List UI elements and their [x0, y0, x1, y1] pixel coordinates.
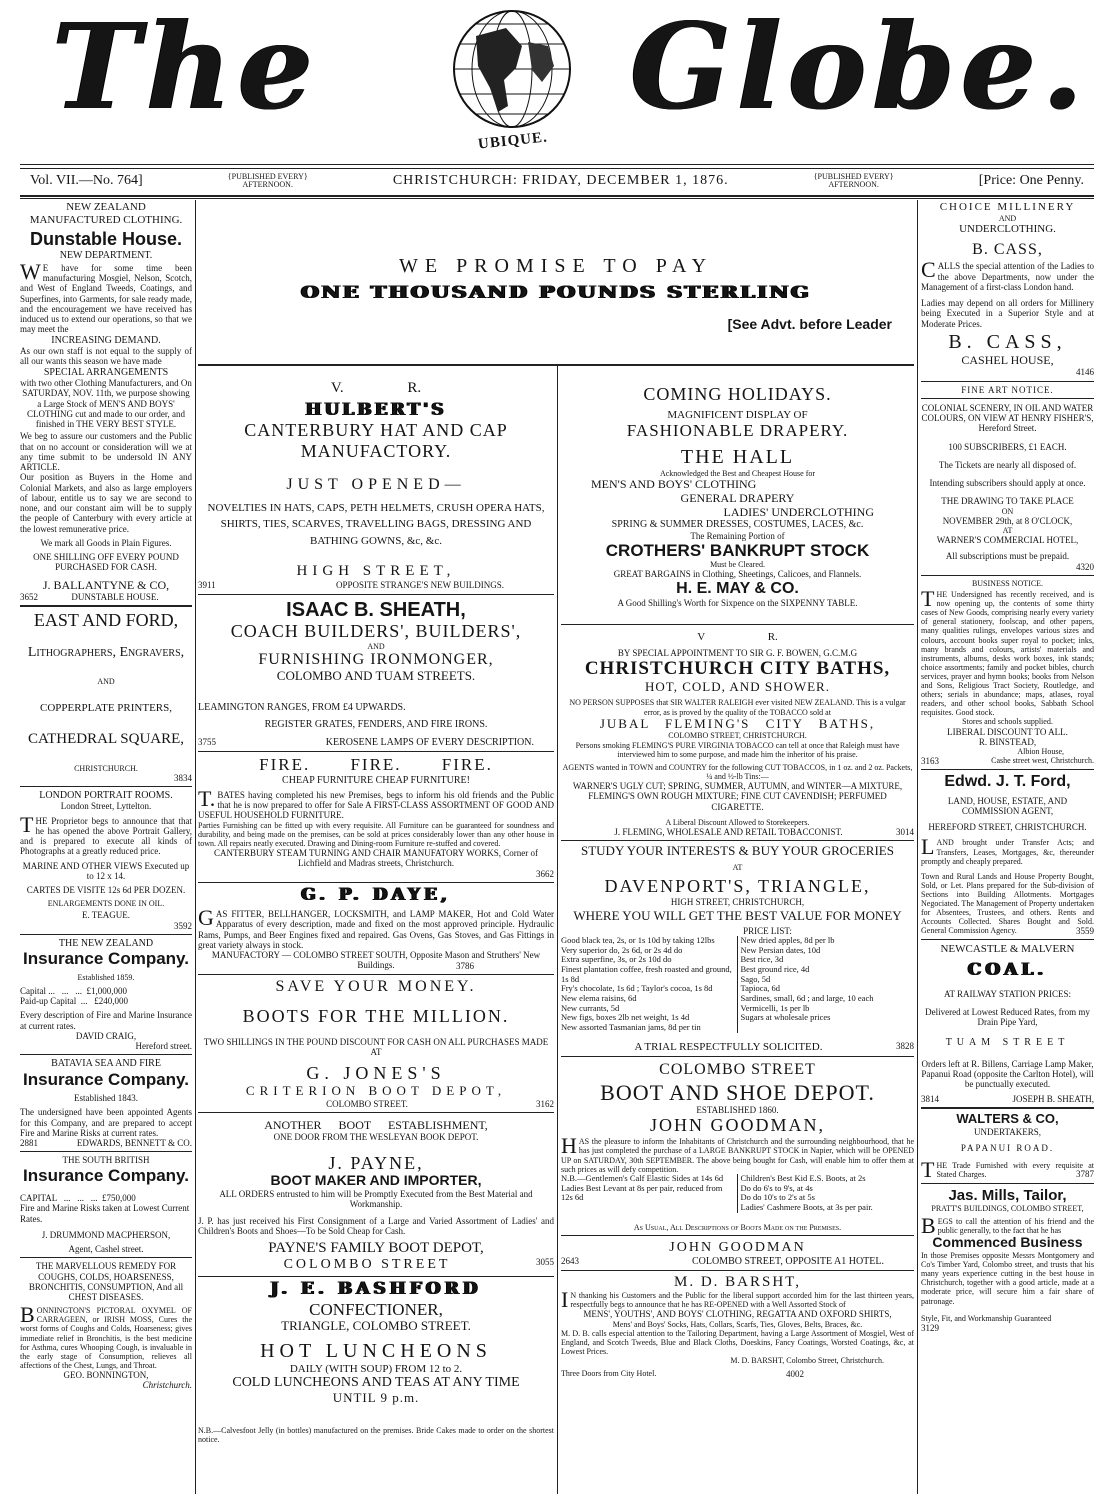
ad-body: WE have for some time been manufacturing Mosgiel, Nelson, Scotch, and West of England Tweeds, Coatings, and Superfines, into Garments, for sale ready made, and the encouragement we have received has induced us to extend our operations, so that we may meet the: [20, 258, 192, 335]
ad-body: THE Undersigned has recently received, and is now opening up, the contents of some thirty cases of New Goods, comprising nearly every variety of general stationery, foolscap, and other papers, many qualities rulings, envelopes various sizes and colours, account books super royal to pocket; inks, many brands and colours, artists' materials and instruments, albums, desks work boxes, ink stands; choice assortments; family and pocket bibles, church services, prayer and hymn books; books from Nelson and Sons, Religious Tract Society, Routledge, and others; serials in abundance; maps, atlases, royal readers, and other school books, Sabbath School requisites. Good stock.: [921, 585, 1094, 718]
ad-body: Established 1859.: [77, 972, 135, 982]
ad-heading: WALTERS & CO,: [956, 1110, 1059, 1126]
ad-number: 3163: [921, 756, 939, 767]
price-line: Good black tea, 2s, or 1s 10d by taking 12lbs: [561, 934, 715, 945]
price-line: Ladies Best Levant at 8s per pair, reduced from 12s 6d: [561, 1182, 723, 1203]
ad-number: 3814: [921, 1093, 939, 1104]
ad-heading: B. CASS,: [972, 241, 1043, 259]
ad-subheading: LAND, HOUSE, ESTATE, AND COMMISSION AGENT,: [947, 795, 1068, 816]
ad-body: Must be Cleared.: [710, 560, 765, 570]
ad-subheading: HIGH STREET,: [296, 563, 456, 580]
ad-number: 3911: [198, 580, 216, 591]
ad-subheading: A TRIAL RESPECTFULLY SOLICITED.: [634, 1040, 823, 1053]
ad-heading: G. JONES'S: [306, 1063, 446, 1084]
ad-body: ESTABLISHED 1860.: [696, 1104, 779, 1115]
ad-heading: STUDY YOUR INTERESTS & BUY YOUR GROCERIES: [581, 843, 894, 859]
price-line: N.B.—Gentlemen's Calf Elastic Sides at 14s 6d: [561, 1172, 724, 1183]
ad-heading: M. D. BARSHT,: [674, 1274, 801, 1291]
ad-body: As our own staff is not equal to the supply of all our wants this season we have made: [20, 346, 192, 367]
ad-body: Established 1843.: [74, 1093, 138, 1104]
ad-number: 3787: [1076, 1169, 1094, 1180]
price-line: New assorted Tasmanian jams, 8d per tin: [561, 1022, 701, 1033]
ad-body: NOVEMBER 29th, at 8 O'CLOCK,: [942, 515, 1073, 526]
ad-body: COLOMBO STREET, CHRISTCHURCH.: [668, 731, 807, 741]
ad-heading: Jas. Mills, Tailor,: [948, 1186, 1067, 1204]
ad-body: ENLARGEMENTS DONE IN OIL.: [47, 899, 165, 909]
ad-subheading: CATHEDRAL SQUARE,: [27, 730, 185, 747]
ad-heading: BUSINESS NOTICE.: [971, 578, 1044, 588]
ad-heading: J. E. BASHFORD: [270, 1279, 482, 1300]
ad-heading: DAVENPORT'S, TRIANGLE,: [604, 876, 871, 897]
price-line: Children's Best Kid E.S. Boots, at 2s: [740, 1172, 866, 1183]
title-right: Globe.: [630, 0, 1089, 136]
ad-heading: HOT LUNCHEONS: [260, 1339, 492, 1362]
ad-signature: R. BINSTEAD,: [978, 736, 1037, 747]
ad-subheading: Lithographers, Engravers,: [27, 644, 185, 660]
ad-subheading: PRICE LIST:: [743, 925, 792, 936]
ad-body: All subscriptions must be prepaid.: [945, 551, 1070, 562]
ad-heading: COAL.: [967, 960, 1048, 981]
ad-heading: G. P. DAYE,: [301, 884, 451, 905]
published-note: {PUBLISHED EVERY} AFTERNOON.: [227, 172, 308, 189]
price-line: Finest plantation coffee, fresh roasted and ground, 1s 8d: [561, 963, 732, 984]
ad-subheading: UNTIL 9 p.m.: [332, 1390, 420, 1406]
ad-body: T.BATES having completed his new Premises, begs to inform his old friends and the Public that he is now prepared to offer for Sale A FIRST-CLASS ASSORTMENT OF GOOD AND USEFUL HOUSEHOLD FURNITURE.: [198, 785, 554, 821]
ad-body: MENS', YOUTHS', AND BOYS' CLOTHING, REGATTA AND OXFORD SHIRTS,: [583, 1309, 892, 1320]
ad-subheading: BY SPECIAL APPOINTMENT TO SIR G. F. BOWEN, G.C.M.G: [617, 647, 858, 658]
ad-subheading: INCREASING DEMAND.: [51, 334, 161, 346]
price-line: Extra superfine, 3s, or 2s 10d do: [561, 954, 672, 965]
ad-subheading: COPPERPLATE PRINTERS,: [39, 702, 173, 714]
ad-number: 3662: [536, 868, 554, 879]
ad-body: Style, Fit, and Workmanship Guaranteed: [921, 1313, 1052, 1323]
price-list-right: [738, 936, 915, 1033]
ad-body: In those Premises opposite Messrs Montgomery and Co's Timber Yard, Colombo street, and trusts that his many years experience cutting in the best house in Christchurch, together with a good article, made at a moderate price, will secure him a fair share of patronage.: [921, 1250, 1094, 1306]
ad-heading: CHRISTCHURCH CITY BATHS,: [584, 657, 891, 679]
price-line: New Persian dates, 10d: [740, 944, 821, 955]
ad-number: 4002: [786, 1369, 804, 1380]
ad-heading: COMING HOLIDAYS.: [643, 384, 832, 404]
ad-body: AND: [97, 676, 115, 686]
ad-body: The Tickets are nearly all disposed of.: [938, 459, 1077, 470]
ad-heading: JOHN GOODMAN: [669, 1239, 806, 1255]
ad-heading: ISAAC B. SHEATH,: [286, 598, 466, 621]
ad-signature: GEO. BONNINGTON,: [63, 1370, 149, 1381]
ad-number: 4320: [1076, 561, 1094, 572]
ad-body: SPRING & SUMMER DRESSES, COSTUMES, LACES, &c.: [611, 519, 864, 531]
place-date: CHRISTCHURCH: FRIDAY, DECEMBER 1, 1876.: [392, 173, 729, 188]
ad-body: BONNINGTON'S PICTORAL OXYMEL OF CARRAGEEN, or IRISH MOSS, Cures the worst forms of Coughs and Colds, Hoarseness; gives immediate relief in Bronchitis, is the best medicine for Asthma, cures Whooping Cough, is invaluable in the early stage of Consumption, relieves all affections of the Chest, Lungs, and Throat.: [20, 1302, 192, 1370]
ad-heading: COLOMBO STREET: [659, 1061, 816, 1079]
ad-body: CHRISTCHURCH.: [74, 763, 138, 773]
price-line: Sardines, small, 6d ; and large, 10 each: [740, 993, 874, 1004]
ad-signature: JOSEPH B. SHEATH,: [1012, 1093, 1094, 1104]
ad-heading: Insurance Company.: [23, 949, 189, 969]
ad-body: MANUFACTORY — COLOMBO STREET SOUTH, Opposite Mason and Struthers' New Buildings.: [211, 950, 541, 971]
boot-prices-left: [561, 1174, 738, 1213]
motto: UBIQUE.: [477, 129, 549, 153]
ad-body: Fire and Marine Risks taken at Lowest Current Rates.: [20, 1203, 190, 1224]
ad-heading: Dunstable House.: [29, 229, 183, 250]
ad-heading: BATAVIA SEA AND FIRE: [51, 1058, 161, 1070]
ad-heading: THE NEW ZEALAND: [58, 937, 154, 949]
ad-subheading: HEREFORD STREET, CHRISTCHURCH.: [928, 822, 1087, 833]
ad-heading: SAVE YOUR MONEY.: [275, 977, 477, 995]
dateline: [30, 173, 1084, 193]
ad-heading: BOOTS FOR THE MILLION.: [242, 1006, 510, 1027]
ad-number: 2881: [20, 1138, 38, 1149]
ad-subheading: HOT, COLD, AND SHOWER.: [645, 678, 830, 694]
ad-heading: NEWCASTLE & MALVERN: [940, 942, 1075, 955]
ad-subheading: AT RAILWAY STATION PRICES:: [943, 988, 1072, 999]
ad-body: J. P. has just received his First Consignment of a Large and Varied Assortment of Ladies' and Children's Boots and Shoes—To be Sold Cheap for Cash.: [198, 1215, 554, 1236]
ad-body: Cashe street west, Christchurch.: [991, 756, 1094, 766]
ad-body: REGISTER GRATES, FENDERS, AND FIRE IRONS.: [264, 719, 488, 731]
ad-subheading: COLOMBO STREET, OPPOSITE A1 HOTEL.: [691, 1255, 884, 1267]
ad-body: GAS FITTER, BELLHANGER, LOCKSMITH, and LAMP MAKER, Hot and Cold Water Apparatus of every description, made and fixed on the most approved principle. Hydraulic Rams, Pumps, and Beer Engines fixed and repaired. Gas Ovens, Gas Stoves, and Gas Fittings in great variety always in stock.: [198, 905, 554, 950]
price-line: New currants, 5d: [561, 1002, 620, 1013]
price-line: Best ground rice, 4d: [740, 963, 810, 974]
ad-heading: CANTERBURY HAT AND CAP MANUFACTORY.: [244, 420, 508, 461]
ad-body: A Liberal Discount Allowed to Storekeepers.: [665, 817, 810, 827]
ad-body: CAPITAL ... ... ... £750,000: [20, 1193, 136, 1203]
ad-subheading: PRATT'S BUILDINGS, COLOMBO STREET,: [931, 1203, 1084, 1213]
ad-body: Albion House,: [1017, 747, 1064, 757]
ad-body: THE DRAWING TO TAKE PLACE: [941, 496, 1074, 507]
ad-heading: WHERE YOU WILL GET THE BEST VALUE FOR MONEY: [573, 907, 902, 923]
ad-body: CARTES DE VISITE 12s 6d PER DOZEN.: [26, 885, 186, 896]
price-line: Ladies' Cashmere Boots, at 3s per pair.: [740, 1201, 873, 1212]
price-line: New dried apples, 8d per lb: [740, 934, 835, 945]
price-line: Sago, 5d: [740, 973, 771, 984]
ad-heading: FINE ART NOTICE.: [961, 384, 1054, 395]
ad-heading: JOHN GOODMAN,: [649, 1114, 825, 1135]
ad-signature: J. FLEMING, WHOLESALE AND RETAIL TOBACCONIST.: [614, 826, 843, 837]
price-list-left: [561, 936, 738, 1033]
ad-subheading: ONE DOOR FROM THE WESLEYAN BOOK DEPOT.: [273, 1132, 479, 1143]
ad-body: ONE SHILLING OFF EVERY POUND PURCHASED FOR CASH.: [33, 552, 179, 573]
royal-mark: V. R.: [330, 380, 422, 396]
volume-number: Vol. VII.—No. 764]: [30, 173, 143, 188]
ad-heading: ANOTHER BOOT ESTABLISHMENT,: [264, 1117, 488, 1132]
price-line: New elema raisins, 6d: [561, 993, 637, 1004]
ad-body: 100 SUBSCRIBERS, £1 EACH.: [948, 441, 1067, 452]
ad-subheading: JUST OPENED—: [286, 475, 466, 493]
ad-body: MARINE AND OTHER VIEWS Executed up to 12 x 14.: [22, 860, 190, 881]
ad-heading: THE HALL: [680, 446, 795, 469]
ad-body: We mark all Goods in Plain Figures.: [40, 537, 172, 548]
ad-body: Orders left at R. Billens, Carriage Lamp Maker, Papanui Road (opposite the Carlton Hotel), will be punctually executed.: [921, 1058, 1094, 1090]
column-1: [20, 201, 192, 1494]
ad-body: Hereford street.: [135, 1041, 192, 1052]
ad-body: Our position as Buyers in the Home and Colonial Markets, and also as large employers of labour, entitle us to say we are second to none, and our constant aim will be to supply the people of Canterbury with every article at the lowest remunerative price.: [20, 472, 192, 534]
ad-body: The undersigned have been appointed Agents for this Company, and are prepared to accept Fire and Marine Risks at current rates.: [20, 1107, 192, 1138]
ad-heading: LONDON PORTRAIT ROOMS.: [39, 789, 173, 801]
ad-heading: COLD LUNCHEONS AND TEAS AT ANY TIME: [232, 1375, 520, 1391]
ad-number: 3834: [174, 772, 192, 783]
boot-prices-right: [738, 1174, 915, 1213]
ad-signature: DAVID CRAIG,: [75, 1030, 137, 1041]
ad-body: Parties Furnishing can be fitted up with every requisite. All Furniture can be guaranteed for soundness and durability, and being made on the premises, can be sold at prices considerably lower than any other house in town. All repairs neatly executed. Drawing and Dining-room Furniture re-stuffed and covered.: [198, 820, 554, 848]
price-line: New figs, boxes 2lb net weight, 1s 4d: [561, 1012, 690, 1023]
price-line: Sugars at wholesale prices: [740, 1012, 831, 1023]
ad-heading: H. E. MAY & CO.: [676, 579, 799, 597]
ad-number: 3014: [896, 826, 914, 837]
ad-body: Acknowledged the Best and Cheapest House for: [659, 469, 816, 479]
ad-body: HAS the pleasure to inform the Inhabitants of Christchurch and the surrounding neighbourhood, that he has just completed the purchase of a LARGE BANKRUPT STOCK in Napier, which will be OPENED UP on SATURDAY, 30th SEPTEMBER. The above being bought for Cash, will enable him to offer them at such prices as will defy competition.: [561, 1133, 914, 1174]
ad-body: CALLS the special attention of the Ladies to the above Departments, now under the Management of a first-class London hand.: [921, 257, 1094, 292]
ad-body: LEAMINGTON RANGES, FROM £4 UPWARDS.: [198, 702, 406, 714]
price-line: Tapioca, 6d: [740, 983, 781, 994]
ad-number: 3652: [20, 592, 38, 603]
ad-subheading: UNDERTAKERS,: [974, 1126, 1041, 1137]
ad-signature: J. DRUMMOND MACPHERSON,: [41, 1229, 171, 1240]
ad-number: 4146: [1076, 367, 1094, 378]
price: [Price: One Penny.: [978, 173, 1084, 188]
ad-subheading: London Street, Lyttelton.: [60, 801, 152, 812]
ad-heading: B. CASS,: [948, 330, 1067, 353]
boot-prices: [561, 1174, 914, 1213]
ad-number: 3559: [1076, 925, 1094, 936]
ad-body: MEN'S AND BOYS' CLOTHING: [591, 477, 757, 492]
price-line: Do do 10's to 2's at 5s: [740, 1192, 815, 1203]
ad-body: with two other Clothing Manufacturers, and On SATURDAY, NOV. 11th, we purpose showing a Large Stock of MEN'S AND BOYS' CLOTHING cut and made to our order, and finished in THE VERY BEST STYLE.: [20, 378, 192, 429]
ad-body: Town and Rural Lands and House Property Bought, Sold, or Let. Plans prepared for the Sub-division of Sections into Building Allotments. Mortgages Negociated. The Management of Property undertaken for Absentees, Trustees, and others. Rents and Accounts Collected. Shares Bought and Sold. General Commission Agency.: [921, 871, 1094, 936]
ad-body: THE Proprietor begs to announce that that he has opened the above Portrait Gallery, and is prepared to execute all kinds of Photographs at a greatly reduced price.: [20, 811, 192, 857]
ad-heading: FIRE. FIRE. FIRE.: [259, 755, 493, 775]
ad-body: AGENTS wanted in TOWN and COUNTRY for the following CUT TOBACCOS, in 1 oz. and 2 oz. Packets, ¼ and ½-lb Tins:—: [562, 762, 913, 781]
ad-body: Delivered at Lowest Reduced Rates, from my Drain Pipe Yard,: [925, 1006, 1090, 1028]
ad-heading: CONFECTIONER,: [309, 1299, 443, 1319]
ad-body: NOVELTIES IN HATS, CAPS, PETH HELMETS, CRUSH OPERA HATS, SHIRTS, TIES, SCARVES, TRAVELLING BAGS, DRESSING AND BATHING GOWNS, &c, &c.: [207, 501, 545, 547]
price-line: Very superior do, 2s 6d, or 2s 4d do: [561, 944, 683, 955]
ad-heading: CROTHERS' BANKRUPT STOCK: [605, 540, 870, 560]
ad-heading: EAST AND FORD,: [33, 610, 179, 631]
banner-line-2: ONE THOUSAND POUNDS STERLING: [300, 282, 812, 303]
ad-subheading: CASHEL HOUSE,: [961, 352, 1054, 367]
ad-heading: FASHIONABLE DRAPERY.: [626, 421, 849, 441]
ad-body: THE Trade Furnished with every requisite at Stated Charges.: [921, 1157, 1094, 1183]
ad-heading: Insurance Company.: [23, 1069, 189, 1089]
ad-body: OPPOSITE STRANGE'S NEW BUILDINGS.: [336, 580, 504, 591]
banner-line-1: WE PROMISE TO PAY: [398, 255, 714, 277]
ad-body: AND: [367, 641, 385, 651]
banner-line-3: [See Advt. before Leader: [727, 316, 892, 333]
ad-body: Intending subscribers should apply at once.: [929, 478, 1086, 489]
ad-heading: Edwd. J. T. Ford,: [944, 773, 1071, 791]
ad-body: As Usual, All Descriptions of Boots Made on the Premises.: [633, 1222, 842, 1232]
column-3: [561, 370, 914, 1494]
ad-heading: JUBAL FLEMING'S CITY BATHS,: [599, 715, 876, 731]
ad-body: COLONIAL SCENERY, IN OIL AND WATER COLOURS, ON VIEW AT HENRY FISHER'S, Hereford Street.: [921, 402, 1094, 434]
ad-body: Mens' and Boys' Socks, Hats, Collars, Scarfs, Ties, Gloves, Belts, Braces, &c.: [612, 1319, 863, 1329]
ad-heading: FURNISHING IRONMONGER,: [258, 651, 494, 668]
masthead: [0, 0, 1114, 168]
ad-body: TWO SHILLINGS IN THE POUND DISCOUNT FOR CASH ON ALL PURCHASES MADE AT: [203, 1036, 549, 1057]
ad-body: Three Doors from City Hotel.: [561, 1369, 657, 1379]
price-line: Do do 6's to 9's, at 4s: [740, 1182, 813, 1193]
ad-subheading: SPECIAL ARRANGEMENTS: [43, 366, 169, 378]
ad-signature: E. TEAGUE.: [81, 910, 131, 921]
ad-subheading: CHEAP FURNITURE CHEAP FURNITURE!: [282, 774, 470, 786]
ad-body: N.B.—Calvesfoot Jelly (in bottles) manufactured on the premises. Bride Cakes made to order on the shortest notice.: [198, 1425, 554, 1444]
ad-heading: J. PAYNE,: [328, 1152, 424, 1173]
ad-heading: Commenced Business: [932, 1234, 1083, 1251]
ad-body: Paid-up Capital ... £240,000: [20, 996, 128, 1007]
ad-heading: Insurance Company.: [23, 1165, 189, 1185]
ad-subheading: TUAM STREET: [945, 1037, 1070, 1049]
ad-body: AT: [732, 862, 743, 872]
ad-heading: CHOICE MILLINERY: [939, 201, 1076, 213]
ad-body: LAND brought under Transfer Acts; and Transfers, Leases, Mortgages, &c, thereunder promptly and cheaply prepared.: [921, 834, 1094, 866]
ad-signature: DUNSTABLE HOUSE.: [71, 592, 159, 603]
ad-body: Stores and schools supplied.: [962, 717, 1053, 727]
ad-heading: BOOT MAKER AND IMPORTER,: [270, 1172, 482, 1189]
ad-body: KEROSENE LAMPS OF EVERY DESCRIPTION.: [325, 736, 534, 748]
ad-heading: THE MARVELLOUS REMEDY FOR COUGHS, COLDS, HOARSENESS, BRONCHITIS, CONSUMPTION, And all CHEST DISEASES.: [28, 1261, 184, 1302]
ad-body: LADIES' UNDERCLOTHING: [723, 504, 874, 519]
ad-body: DAILY (WITH SOUP) FROM 12 to 2.: [289, 1362, 463, 1375]
ad-number: 3755: [198, 736, 216, 747]
ad-body: IN thanking his Customers and the Public for the liberal support accorded him for the last thirteen years, respectfully begs to announce that he has RE-OPENED with a Well Assorted Stock of: [561, 1287, 914, 1313]
ad-body: WARNER'S UGLY CUT; SPRING, SUMMER, AUTUMN, and WINTER—A MIXTURE, FLEMING'S OWN ROUGH MIXTURE; FINE CUT CAVENDISH; PERFUMED CIGARETTE.: [572, 781, 903, 812]
ad-subheading: PAPANUI ROAD.: [960, 1142, 1055, 1153]
royal-mark: V R.: [697, 631, 778, 644]
price-list: [561, 936, 914, 1033]
ad-body: AND: [998, 213, 1017, 223]
globe-icon: [446, 6, 578, 132]
ad-body: Agent, Cashel street.: [68, 1244, 144, 1254]
ad-body: Christchurch.: [142, 1380, 192, 1391]
column-4: [921, 201, 1094, 1494]
ad-signature: M. D. BARSHT, Colombo Street, Christchurch.: [730, 1356, 884, 1366]
ad-number: 3786: [456, 960, 474, 971]
price-line: Fry's chocolate, 1s 6d ; Taylor's cocoa, 1s 8d: [561, 983, 713, 994]
ad-body: M. D. B. calls especial attention to the Tailoring Department, having a Large Assortment of Mosgiel, West of England, and Scotch Tweeds, Blue and Black Cloths, Doeskins, Fancy Coatings, Worsted Coatings, &c, at Lowest Prices.: [561, 1328, 914, 1356]
ad-body: CANTERBURY STEAM TURNING AND CHAIR MANUFATORY WORKS, Corner of Lichfield and Madras streets, Christchurch.: [214, 848, 538, 869]
ad-body: Capital ... ... ... £1,000,000: [20, 985, 127, 996]
ad-body: Persons smoking FLEMING'S PURE VIRGINIA TOBACCO can tell at once that Raleigh must have interviewed him to some purpose, and made him the inheritor of his praise.: [575, 740, 900, 759]
title-left: The: [52, 0, 319, 136]
banner-ad: [198, 201, 914, 363]
ad-body: BEGS to call the attention of his friend and the public generally, to the fact that he has: [921, 1212, 1094, 1238]
ad-subheading: TRIANGLE, COLOMBO STREET.: [281, 1317, 471, 1333]
ad-subheading: MAGNIFICENT DISPLAY OF: [667, 408, 808, 421]
ad-body: A Good Shilling's Worth for Sixpence on the SIXPENNY TABLE.: [617, 597, 858, 608]
ad-signature: EDWARDS, BENNETT & CO.: [76, 1138, 192, 1149]
ad-body: GENERAL DRAPERY: [680, 491, 795, 505]
ad-number: 2643: [561, 1255, 579, 1266]
ad-subheading: NEW DEPARTMENT.: [59, 249, 153, 261]
ad-number: 3828: [895, 1040, 914, 1051]
ad-heading: BOOT AND SHOE DEPOT.: [600, 1079, 875, 1105]
ad-subheading: CRITERION BOOT DEPOT,: [245, 1082, 507, 1098]
ad-body: ON: [1001, 506, 1014, 516]
ad-heading: NEW ZEALAND MANUFACTURED CLOTHING.: [29, 201, 183, 226]
ad-subheading: COLOMBO STREET: [283, 1257, 451, 1273]
ad-heading: COACH BUILDERS', BUILDERS',: [230, 621, 522, 642]
ad-body: COLOMBO STREET.: [326, 1098, 408, 1109]
ad-body: GREAT BARGAINS in Clothing, Sheetings, Calicoes, and Flannels.: [613, 569, 862, 580]
ad-body: LIBERAL DISCOUNT TO ALL.: [947, 726, 1068, 737]
ad-body: Every description of Fire and Marine Insurance at current rates.: [20, 1010, 192, 1031]
ad-signature: J. BALLANTYNE & CO,: [42, 577, 170, 592]
ad-body: Ladies may depend on all orders for Millinery being Executed in a Superior Style and at Moderate Prices.: [921, 298, 1094, 329]
ad-number: 3055: [536, 1257, 554, 1268]
ad-subheading: COLOMBO AND TUAM STREETS.: [276, 668, 476, 684]
ad-body: AT: [1002, 525, 1013, 535]
ad-heading: THE SOUTH BRITISH: [62, 1155, 150, 1166]
ad-body: NO PERSON SUPPOSES that SIR WALTER RALEIGH ever visited NEW ZEALAND. This is a vulgar error, as is proved by the quality of the TOBACCO sold at: [569, 698, 906, 717]
ad-body: We beg to assure our customers and the Public that on no account or consideration will we at any time submit to be undersold IN ANY ARTICLE.: [20, 431, 192, 472]
ad-body: ALL ORDERS entrusted to him will be Promptly Executed from the Best Material and Workmanship.: [219, 1189, 533, 1210]
ad-heading: HULBERT'S: [305, 400, 447, 421]
ad-heading: PAYNE'S FAMILY BOOT DEPOT,: [268, 1240, 484, 1257]
price-line: Best rice, 3d: [740, 954, 784, 965]
ad-body: WARNER'S COMMERCIAL HOTEL,: [936, 535, 1079, 546]
ad-body: HIGH STREET, CHRISTCHURCH,: [670, 896, 805, 907]
published-note-2: {PUBLISHED EVERY} AFTERNOON.: [813, 172, 894, 189]
ad-number: 3592: [174, 920, 192, 931]
ad-number: 3129: [921, 1322, 939, 1333]
ad-heading: UNDERCLOTHING.: [959, 222, 1056, 235]
price-line: Vermicelli, 1s per lb: [740, 1002, 810, 1013]
column-2: [198, 370, 554, 1494]
ad-body: The Remaining Portion of: [690, 530, 785, 541]
ad-number: 3162: [536, 1098, 554, 1109]
